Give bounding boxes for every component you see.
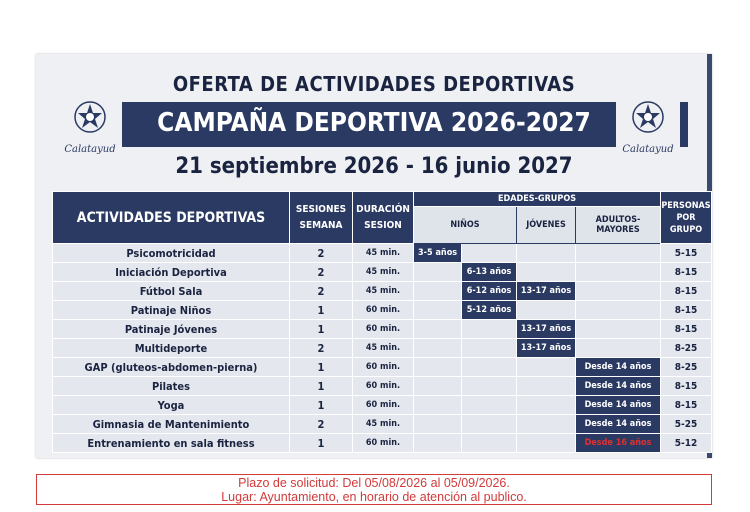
children-age-a — [414, 339, 462, 358]
adults-age: Desde 14 años — [576, 396, 661, 415]
logo-left — [58, 98, 122, 156]
persons-per-group: 8-15 — [661, 263, 712, 282]
children-age-b — [462, 396, 517, 415]
children-age-a: 3-5 años — [414, 244, 462, 263]
youth-age — [517, 377, 576, 396]
campaign-title: CAMPAÑA DEPORTIVA 2026-2027 — [157, 108, 591, 138]
table-row — [53, 415, 712, 434]
persons-per-group: 8-15 — [661, 377, 712, 396]
children-age-b — [462, 320, 517, 339]
children-age-b — [462, 377, 517, 396]
children-age-a — [414, 434, 462, 453]
header-sessions: SESIONES SEMANA — [290, 192, 353, 244]
duration-value: 45 min. — [353, 282, 414, 301]
sessions-value: 2 — [290, 263, 353, 282]
sessions-value: 1 — [290, 434, 353, 453]
sessions-value: 2 — [290, 339, 353, 358]
youth-age — [517, 396, 576, 415]
adults-age — [576, 339, 661, 358]
activity-name: GAP (gluteos-abdomen-pierna) — [53, 358, 290, 377]
children-age-b — [462, 434, 517, 453]
adults-age — [576, 301, 661, 320]
header-persons: PERSONAS POR GRUPO — [661, 192, 712, 244]
title-band — [60, 102, 688, 147]
activity-name: Multideporte — [53, 339, 290, 358]
duration-value: 60 min. — [353, 396, 414, 415]
table-row — [53, 396, 712, 415]
activity-name: Entrenamiento en sala fitness — [53, 434, 290, 453]
persons-per-group: 8-15 — [661, 282, 712, 301]
activity-name: Patinaje Jóvenes — [53, 320, 290, 339]
persons-per-group: 8-25 — [661, 358, 712, 377]
header-adults: ADULTOS-MAYORES — [576, 207, 661, 244]
adults-age — [576, 263, 661, 282]
sessions-value: 1 — [290, 320, 353, 339]
children-age-b — [462, 358, 517, 377]
youth-age — [517, 244, 576, 263]
persons-per-group: 5-15 — [661, 244, 712, 263]
sessions-value: 2 — [290, 244, 353, 263]
adults-age — [576, 282, 661, 301]
persons-per-group: 8-15 — [661, 396, 712, 415]
duration-value: 60 min. — [353, 377, 414, 396]
adults-age: Desde 14 años — [576, 377, 661, 396]
youth-age — [517, 358, 576, 377]
duration-value: 60 min. — [353, 358, 414, 377]
youth-age: 13-17 años — [517, 339, 576, 358]
sessions-value: 1 — [290, 396, 353, 415]
poster-photo — [36, 54, 712, 458]
sessions-value: 2 — [290, 282, 353, 301]
duration-value: 60 min. — [353, 301, 414, 320]
activity-name: Pilates — [53, 377, 290, 396]
persons-per-group: 5-12 — [661, 434, 712, 453]
children-age-a — [414, 358, 462, 377]
poster-heading: OFERTA DE ACTIVIDADES DEPORTIVAS — [172, 72, 576, 96]
table-row — [53, 282, 712, 301]
adults-age — [576, 320, 661, 339]
activity-name: Gimnasia de Mantenimiento — [53, 415, 290, 434]
youth-age — [517, 415, 576, 434]
header-children: NIÑOS — [414, 207, 517, 244]
duration-value: 45 min. — [353, 263, 414, 282]
activity-name: Fútbol Sala — [53, 282, 290, 301]
adults-age: Desde 14 años — [576, 415, 661, 434]
sessions-value: 1 — [290, 377, 353, 396]
header-activities: ACTIVIDADES DEPORTIVAS — [53, 192, 290, 244]
children-age-b — [462, 339, 517, 358]
activity-name: Psicomotricidad — [53, 244, 290, 263]
table-row — [53, 339, 712, 358]
children-age-a — [414, 396, 462, 415]
notice-deadline: Plazo de solicitud: Del 05/08/2026 al 05/09/2026. — [238, 476, 510, 490]
table-row — [53, 377, 712, 396]
notice-location: Lugar: Ayuntamiento, en horario de atención al publico. — [221, 490, 527, 504]
header-youth: JÓVENES — [517, 207, 576, 244]
persons-per-group: 8-15 — [661, 301, 712, 320]
children-age-b: 5-12 años — [462, 301, 517, 320]
duration-value: 60 min. — [353, 434, 414, 453]
youth-age: 13-17 años — [517, 320, 576, 339]
table-row — [53, 244, 712, 263]
children-age-b — [462, 244, 517, 263]
campaign-dates: 21 septiembre 2026 - 16 junio 2027 — [175, 154, 573, 179]
youth-age: 13-17 años — [517, 282, 576, 301]
children-age-b: 6-13 años — [462, 263, 517, 282]
duration-value: 60 min. — [353, 320, 414, 339]
sessions-value: 1 — [290, 301, 353, 320]
crest-icon — [74, 101, 106, 133]
table-row — [53, 320, 712, 339]
activity-name: Patinaje Niños — [53, 301, 290, 320]
adults-age: Desde 16 años — [576, 434, 661, 453]
table-body — [53, 244, 712, 453]
logo-right — [616, 98, 680, 156]
logo-text: Calatayud — [64, 144, 116, 155]
youth-age — [517, 263, 576, 282]
duration-value: 45 min. — [353, 415, 414, 434]
duration-value: 45 min. — [353, 244, 414, 263]
sessions-value: 1 — [290, 358, 353, 377]
activity-name: Iniciación Deportiva — [53, 263, 290, 282]
table-row — [53, 434, 712, 453]
persons-per-group: 5-25 — [661, 415, 712, 434]
header-duration: DURACIÓN SESION — [353, 192, 414, 244]
persons-per-group: 8-15 — [661, 320, 712, 339]
youth-age — [517, 301, 576, 320]
children-age-b: 6-12 años — [462, 282, 517, 301]
crest-icon — [632, 101, 664, 133]
adults-age — [576, 244, 661, 263]
children-age-a — [414, 377, 462, 396]
sessions-value: 2 — [290, 415, 353, 434]
header-age-groups: EDADES-GRUPOS — [414, 192, 661, 207]
children-age-a — [414, 263, 462, 282]
activity-name: Yoga — [53, 396, 290, 415]
activities-table — [52, 191, 712, 453]
table-row — [53, 301, 712, 320]
persons-per-group: 8-25 — [661, 339, 712, 358]
adults-age: Desde 14 años — [576, 358, 661, 377]
duration-value: 45 min. — [353, 339, 414, 358]
children-age-a — [414, 415, 462, 434]
children-age-a — [414, 282, 462, 301]
youth-age — [517, 434, 576, 453]
children-age-a — [414, 320, 462, 339]
children-age-a — [414, 301, 462, 320]
table-row — [53, 263, 712, 282]
logo-text: Calatayud — [622, 144, 674, 155]
table-row — [53, 358, 712, 377]
application-notice — [36, 474, 712, 505]
children-age-b — [462, 415, 517, 434]
